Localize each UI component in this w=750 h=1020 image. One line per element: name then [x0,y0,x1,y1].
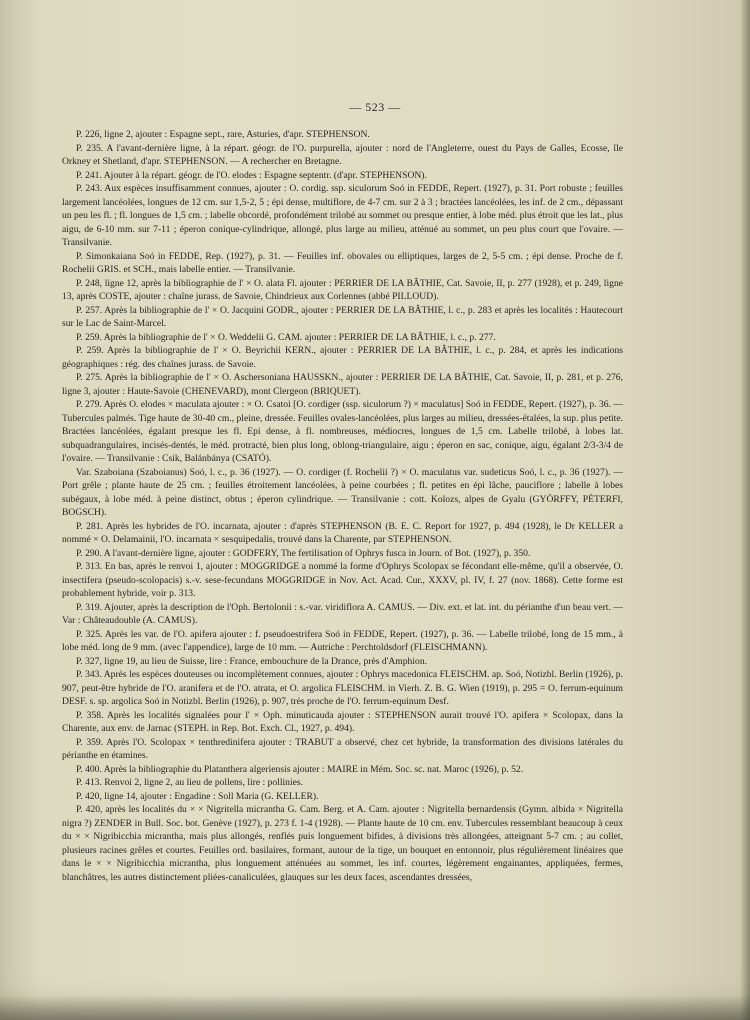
paragraph: P. 259. Après la bibliographie de l' × O. Beyrichii KERN., ajouter : PERRIER DE LA BÂTHIE, l. c., p. 284, et après les indications géographiques : rég. des chaînes jurass. de Savoie. [62,345,623,370]
paragraph: P. 279. Après O. elodes × maculata ajouter : × O. Csatoi [O. cordiger (ssp. siculorum ?) × maculatus] Soó in FEDDE, Repert. (1927), p. 36. — Tubercules palmés. Tige haute de 30-40 cm., pleine, dressée. Feuilles ovales-lancéolées, plus larges au milieu, dressées-étalées, la sup. plus petite. Bractées lancéolées, égalant presque les fl. Epi dense, à fl. nombreuses, médiocres, longues de 1,5 cm. Labelle trilobé, à lobes lat. subquadrangulaires, incisés-dentés, le méd. protracté, bien plus long, oblong-triangulaire, aigu ; éperon en sac, conique, aigu, égalant 2/3-3/4 de l'ovaire. — Transilvanie : Csik, Balánbánya (CSATÓ). [62,399,623,464]
paragraph: P. 290. A l'avant-dernière ligne, ajouter : GODFERY, The fertilisation of Ophrys fusca in Journ. of Bot. (1927), p. 350. [76,547,531,559]
paragraph: P. 420, ligne 14, ajouter : Engadine : Soll Maria (G. KELLER). [76,790,319,802]
paragraph: P. 241. Ajouter à la répart. géogr. de l'O. elodes : Espagne septentr. (d'apr. STEPHENSON). [76,169,427,181]
paragraph: P. 327, ligne 19, au lieu de Suisse, lire : France, embouchure de la Drance, près d'Amphion. [76,655,428,667]
paragraph: P. 325. Après les var. de l'O. apifera ajouter : f. pseudoestrifera Soó in FEDDE, Repert. (1927), p. 36. — Labelle trilobé, long de 15 mm., à lobe méd. long de 9 mm. (avec l'appendice), large de 10 mm. — Autriche : Perchtoldsdorf (FLEISCHMANN). [62,628,623,653]
paragraph: P. 257. Après la bibliographie de l' × O. Jacquini GODR., ajouter : PERRIER DE LA BÂTHIE, l. c., p. 283 et après les localités : Hautecourt sur le Lac de Saint-Marcel. [62,304,623,329]
paragraph: P. 413. Renvoi 2, ligne 2, au lieu de pollens, lire : pollinies. [76,777,304,788]
page-text [62,128,623,884]
paragraph: P. 275. Après la bibliographie de l' × O. Aschersoniana HAUSSKN., ajouter : PERRIER DE LA BÂTHIE, Cat. Savoie, II, p. 281, et p. 276, ligne 3, ajouter : Haute-Savoie (CHENEVARD), mont Clergeon (BRIQUET). [62,372,623,397]
paragraph: P. Simonkaiana Soó in FEDDE, Rep. (1927), p. 31. — Feuilles inf. obovales ou elliptiques, larges de 2, 5-5 cm. ; épi dense. Proche de f. Rochelii GRIS. et SCH., mais labelle entier. — Transilvanie. [62,250,623,275]
paragraph: P. 226, ligne 2, ajouter : Espagne sept., rare, Asturies, d'apr. STEPHENSON. [76,129,370,140]
paragraph: P. 235. A l'avant-dernière ligne, à la répart. géogr. de l'O. purpurella, ajouter : nord de l'Angleterre, ouest du Pays de Galles, Ecosse, île Orkney et Shetland, d'apr. STEPHENSON. — A rechercher en Bretagne. [62,142,623,167]
paragraph: P. 313. En bas, après le renvoi 1, ajouter : MOGGRIDGE a nommé la forme d'Ophrys Scolopax se fécondant elle-même, qu'il a observée, O. insectifera (pseudo-scolopacis) s.-v. sese-fecundans MOGGRIDGE in Nov. Act. Acad. Cur., XXXV, pl. IV, f. 27 (nov. 1868). Cette forme est probablement hybride, voir p. 313. [62,561,623,599]
paragraph: P. 319. Ajouter, après la description de l'Oph. Bertolonii : s.-var. viridiflora A. CAMUS. — Div. ext. et lat. int. du périanthe d'un beau vert. — Var : Châteaudouble (A. CAMUS). [62,601,623,626]
page-edge-shadow [0,995,750,1020]
paragraph: P. 420, après les localités du × × Nigritella micrantha G. Cam. Berg. et A. Cam. ajouter : Nigritella bernardensis (Gymn. albida × Nigritella nigra ?) ZENDER in Bull. Soc. bot. Genève (1927), p. 273 f. 1-4 (1928). — Plante haute de 10 cm. env. Tubercules ressemblant beaucoup à ceux du × × Nigribicchia micrantha, mais plus allongés, renflés puis longuement bifides, à divisions très allongées, atteignant 5-7 cm. ; au collet, plusieurs racines grêles et courtes. Feuilles ord. basilaires, formant, autour de la tige, un bouquet en entonnoir, plus régulièrement linéaires que dans le × × Nigribicchia micrantha, plus longuement atténuées au sommet, les inf. courtes, légèrement engainantes, appliquées, fermes, blanchâtres, les autres distinctement pliées-canaliculées, glauques sur les deux faces, ascendantes dressées, [62,804,623,883]
paragraph: P. 243. Aux espèces insuffisamment connues, ajouter : O. cordig. ssp. siculorum Soó in FEDDE, Repert. (1927), p. 31. Port robuste ; feuilles largement lancéolées, longues de 12 cm. sur 1,5-2, 5 ; épi dense, multiflore, de 4-7 cm. sur 2 à 3 ; bractées lancéolées, les inf. de 2 cm., dépassant un peu les fl. ; fl. longues de 1,5 cm. ; labelle obcordé, profondément trilobé au sommet ou presque entier, à lobe méd. plus étroit que les lat., plus aigu, de 6-10 mm. sur 7-11 ; éperon conique-cylindrique, allongé, plus large au milieu, atténué au sommet, un peu plus court que l'ovaire. — Transilvanie. [62,183,623,248]
paragraph: P. 358. Après les localités signalées pour l' × Oph. minuticauda ajouter : STEPHENSON aurait trouvé l'O. apifera × Scolopax, dans la Charente, aux env. de Jarnac (STEPH. in Rep. Bot. Exch. Cl., 1927, p. 494). [62,709,623,734]
paragraph: Var. Szaboiana (Szaboianus) Soó, l. c., p. 36 (1927). — O. cordiger (f. Rochelii ?) × O. maculatus var. sudeticus Soó, l. c., p. 36 (1927). — Port grêle ; plante haute de 25 cm. ; feuilles étroitement lancéolées, à peine courbées ; fl. petites en épi lâche, pauciflore ; labelle à lobes subégaux, à lobe méd. à peine distinct, obtus ; éperon cylindrique. — Transilvanie : cott. Kolozs, alpes de Gyalu (GYÖRFFY, PÉTERFI, BOGSCH). [62,466,623,518]
paragraph: P. 400. Après la bibliographie du Platanthera algeriensis ajouter : MAIRE in Mém. Soc. sc. nat. Maroc (1926), p. 52. [76,763,524,775]
paragraph: P. 259. Après la bibliographie de l' × O. Weddelii G. CAM. ajouter : PERRIER DE LA BÂTHIE, l. c., p. 277. [76,331,496,343]
page-number: — 523 — [349,100,401,114]
paragraph: P. 248, ligne 12, après la bibliographie de l' × O. alata Fl. ajouter : PERRIER DE LA BÂTHIE, Cat. Savoie, II, p. 277 (1928), et p. 249, ligne 13, après COSTE, ajouter : chaîne jurass. de Savoie, Chindrieux aux Corlennes (abbé PILLOUD). [62,277,623,302]
paragraph: P. 343. Après les espèces douteuses ou incomplètement connues, ajouter : Ophrys macedonica FLEISCHM. ap. Soó, Notizbl. Berlin (1926), p. 907, peut-être hybride de l'O. aranifera et de l'O. atrata, et O. argolica FLEISCHM. in Vierh. Z. B. G. Wien (1919), p. 295 = O. ferrum-equinum DESF. s. sp. argolica Soó in Notizbl. Berlin (1926), p. 907, très proche de l'O. ferrum-equinum Desf. [62,669,623,707]
paragraph: P. 359. Après l'O. Scolopax × tenthredinifera ajouter : TRABUT a observé, chez cet hybride, la transformation des divisions latérales du périanthe en étamines. [62,736,623,761]
paragraph: P. 281. Après les hybrides de l'O. incarnata, ajouter : d'après STEPHENSON (B. E. C. Report for 1927, p. 494 (1928), le Dr KELLER a nommé × O. Delamainii, l'O. incarnata × sesquipedalis, trouvé dans la Charente, par STEPHENSON. [62,520,623,545]
